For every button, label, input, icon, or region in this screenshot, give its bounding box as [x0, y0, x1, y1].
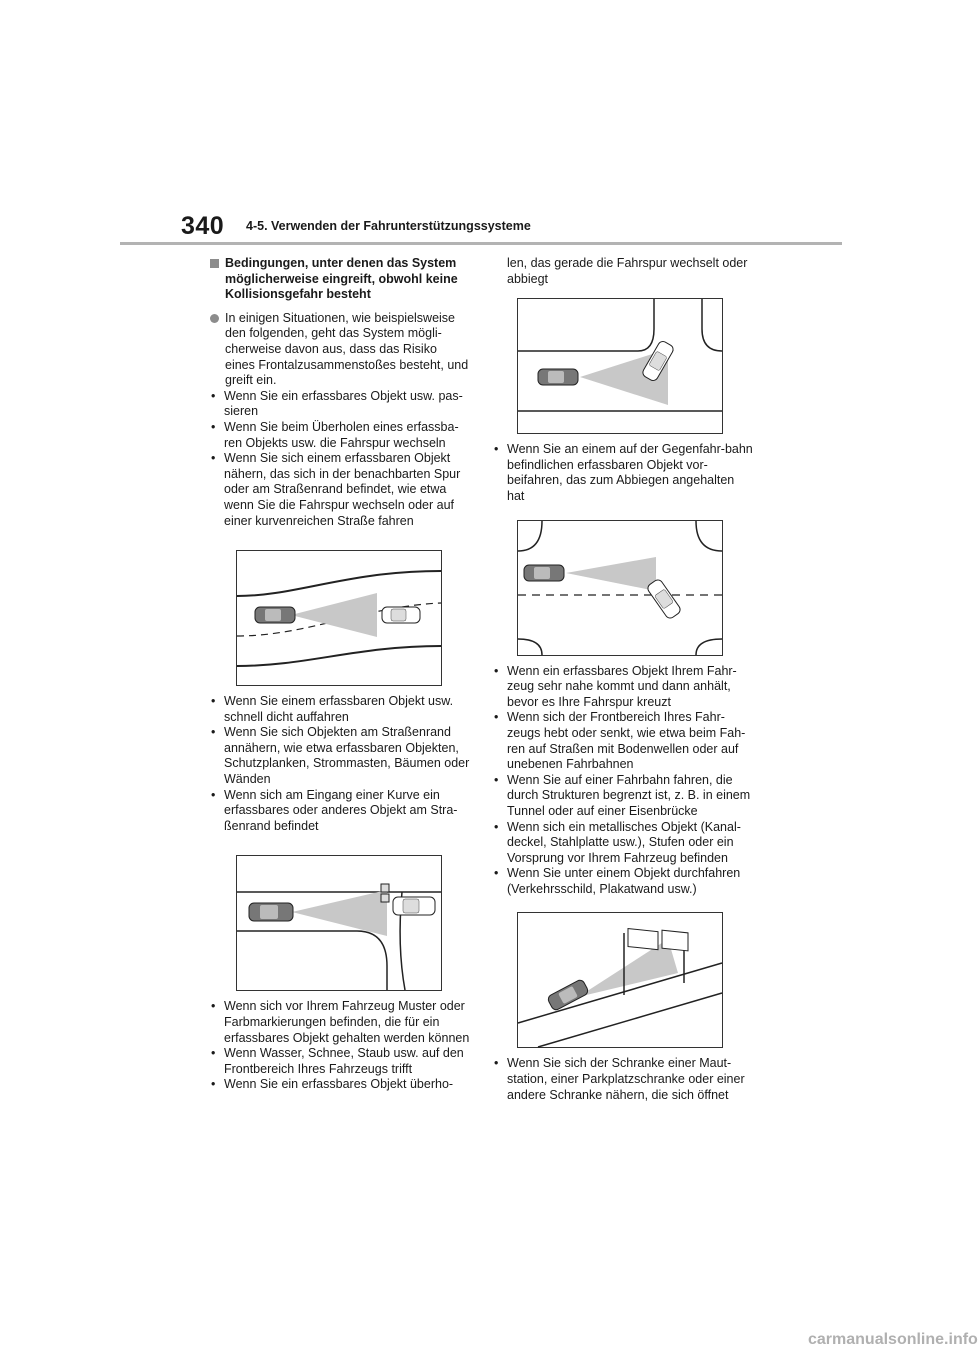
watermark: carmanualsonline.info: [808, 1331, 978, 1348]
list-item: • Wenn Sie ein erfassbares Objekt usw. pas-sieren: [208, 389, 470, 420]
figure-oncoming-turning-vehicle: [517, 520, 723, 656]
header-rule: [120, 242, 842, 245]
target-car: [646, 578, 682, 620]
circle-bullet-icon: [210, 314, 219, 323]
page-number: 340: [181, 212, 225, 240]
left-column: [208, 256, 470, 1093]
own-car: [547, 979, 590, 1012]
target-car: [393, 897, 435, 915]
target-car: [382, 607, 420, 623]
list-item: • Wenn Sie an einem auf der Gegenfahr-bahn befindlichen erfassbaren Objekt vor-beifahren, das zum Abbiegen angehalten hat: [491, 442, 753, 504]
bullet-list: [208, 999, 470, 1093]
list-item: • Wenn Sie ein erfassbares Objekt überho-: [208, 1077, 470, 1093]
list-item: • Wenn Sie einem erfassbaren Objekt usw. schnell dicht auffahren: [208, 694, 470, 725]
square-bullet-icon: [210, 259, 219, 268]
figure-curve-entrance: [236, 855, 442, 991]
own-car: [524, 565, 564, 581]
sensor-beam: [291, 593, 377, 637]
section-heading: [208, 256, 470, 303]
list-item: • Wenn Sie auf einer Fahrbahn fahren, die durch Strukturen begrenzt ist, z. B. in einem Tunnel oder auf einer Eisenbrücke: [491, 773, 753, 820]
list-item: • Wenn Sie beim Überholen eines erfassba-ren Objekts usw. die Fahrspur wechseln: [208, 420, 470, 451]
roadside-object-icon: [381, 884, 389, 892]
intro-paragraph: [208, 311, 470, 389]
list-item: • Wenn Sie sich einem erfassbaren Objekt nähern, das sich in der benachbarten Spur oder am Straßenrand befindet, wie etwa wenn Sie die Fahrspur wechseln oder auf einer kurvenreichen Straße fahren: [208, 451, 470, 529]
bullet-list: [491, 664, 753, 898]
list-item: • Wenn Sie sich Objekten am Straßenrand annähern, wie etwa erfassbaren Objekten, Schutzplanken, Strommasten, Bäumen oder Wänden: [208, 725, 470, 787]
sensor-beam: [566, 557, 656, 591]
sensor-beam: [292, 890, 387, 936]
list-item: • Wenn sich am Eingang einer Kurve ein erfassbares oder anderes Objekt am Stra-ßenrand befindet: [208, 788, 470, 835]
own-car: [255, 607, 295, 623]
list-item: • Wenn Sie unter einem Objekt durchfahren (Verkehrsschild, Plakatwand usw.): [491, 866, 753, 897]
own-car: [538, 369, 578, 385]
list-item: • Wenn ein erfassbares Objekt Ihrem Fahr-zeug sehr nahe kommt und dann anhält, bevor es Ihre Fahrspur kreuzt: [491, 664, 753, 711]
bullet-list: [208, 694, 470, 834]
section-heading-text: Bedingungen, unter denen das System möglicherweise eingreift, obwohl keine Kollisionsgefahr besteht: [225, 256, 458, 302]
bullet-list: [208, 389, 470, 529]
own-car: [249, 903, 293, 921]
intro-text: In einigen Situationen, wie beispielsweise den folgenden, geht das System mögli-cherweise davon aus, dass das Risiko eines Frontalzusammenstoßes besteht, und greift ein.: [225, 310, 469, 388]
roadside-object-icon: [381, 894, 389, 902]
list-item: • Wenn sich ein metallisches Objekt (Kanal-deckel, Stahlplatte usw.), Stufen oder ein Vorsprung vor Ihrem Fahrzeug befinden: [491, 820, 753, 867]
figure-turning-vehicle: [517, 298, 723, 434]
continuation-text: len, das gerade die Fahrspur wechselt oder abbiegt: [507, 256, 748, 286]
figure-curvy-road: [236, 550, 442, 686]
bullet-list: [491, 1056, 753, 1103]
figure-overhead-sign: [517, 912, 723, 1048]
section-title: 4-5. Verwenden der Fahrunterstützungssysteme: [246, 219, 531, 233]
list-item: • Wenn sich vor Ihrem Fahrzeug Muster oder Farbmarkierungen befinden, die für ein erfassbares Objekt gehalten werden können: [208, 999, 470, 1046]
bullet-list: [491, 442, 753, 504]
list-item: • Wenn Sie sich der Schranke einer Maut-station, einer Parkplatzschranke oder einer andere Schranke nähern, die sich öffnet: [491, 1056, 753, 1103]
right-column: [491, 256, 753, 1103]
list-item: • Wenn Wasser, Schnee, Staub usw. auf den Frontbereich Ihres Fahrzeugs trifft: [208, 1046, 470, 1077]
list-item: • Wenn sich der Frontbereich Ihres Fahr-zeugs hebt oder senkt, wie etwa beim Fah-ren auf Straßen mit Bodenwellen oder auf unebenen Fahrbahnen: [491, 710, 753, 772]
